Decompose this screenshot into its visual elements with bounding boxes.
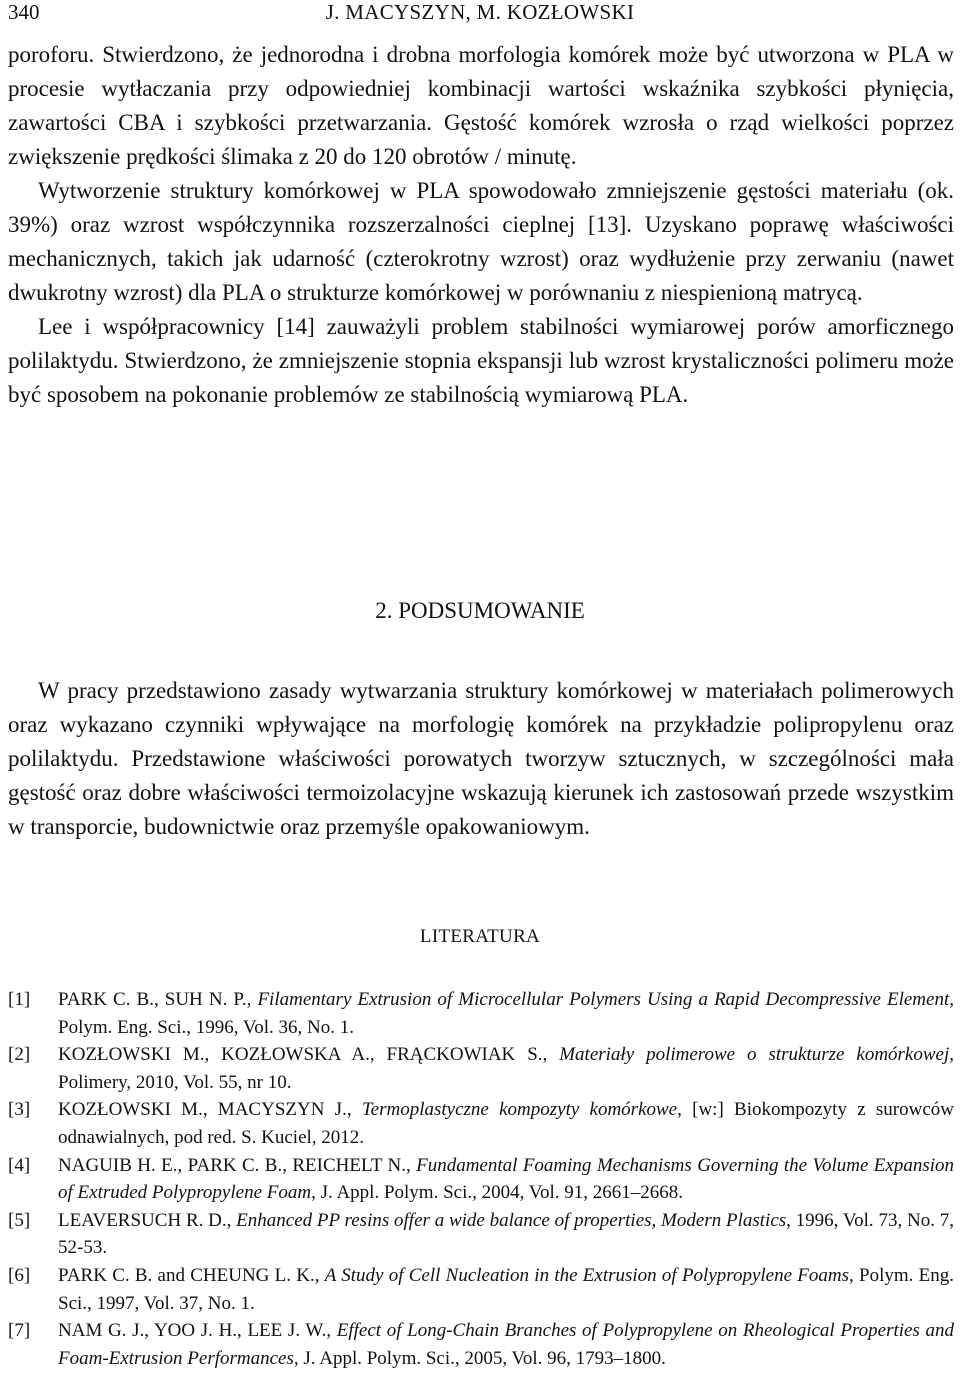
reference-authors: NAM G. J., YOO J. H., LEE J. W., (58, 1320, 337, 1342)
reference-number: [7] (8, 1320, 31, 1342)
running-header (8, 0, 952, 28)
reference-number: [2] (8, 1044, 31, 1066)
running-head-authors: J. MACYSZYN, M. KOZŁOWSKI (325, 0, 635, 24)
summary-text (8, 674, 954, 844)
reference-title: Termoplastyczne kompozyty komórkowe (361, 1099, 678, 1121)
reference-item (8, 1317, 954, 1372)
reference-item (8, 1096, 954, 1151)
reference-number: [5] (8, 1209, 31, 1231)
page-number: 340 (8, 0, 40, 24)
reference-details: , Polym. Eng. Sci., 1996, Vol. 36, No. 1. (58, 989, 954, 1038)
reference-authors: KOZŁOWSKI M., KOZŁOWSKA A., FRĄCKOWIAK S., (58, 1044, 560, 1066)
reference-title: Materiały polimerowe o strukturze komórkowej (559, 1044, 950, 1066)
reference-details: , Polimery, 2010, Vol. 55, nr 10. (58, 1044, 955, 1093)
section-heading: 2. PODSUMOWANIE (375, 598, 585, 623)
reference-authors: NAGUIB H. E., PARK C. B., REICHELT N., (58, 1154, 417, 1176)
reference-authors: PARK C. B., SUH N. P., (58, 989, 258, 1010)
reference-details: , [w:] Biokompozyty z surowców odnawialnych, pod red. S. Kuciel, 2012. (58, 1099, 954, 1148)
reference-title: Effect of Long-Chain Branches of Polypropylene on Rheological Properties and Foam-Extrusion Performances (58, 1320, 954, 1369)
reference-details: , 1996, Vol. 73, No. 7, 52-53. (58, 1209, 954, 1259)
reference-authors: PARK C. B. and CHEUNG L. K., (58, 1264, 325, 1286)
reference-details: , J. Appl. Polym. Sci., 2005, Vol. 96, 1793–1800. (293, 1347, 666, 1369)
reference-number: [1] (8, 989, 31, 1010)
paragraph: W pracy przedstawiono zasady wytwarzania struktury komórkowej w materiałach polimerowych oraz wykazano czynniki wpływające na morfologię komórek na przykładzie polipropylenu oraz polilaktydu. Przedstawione właściwości porowatych tworzyw sztucznych, w szczególności mała gęstość oraz dobre właściwości termoizolacyjne wskazują kierunek ich zastosowań przede wszystkim w transporcie, budownictwie oraz przemyśle opakowaniowym. (8, 678, 954, 839)
reference-item (8, 1152, 954, 1207)
reference-title: A Study of Cell Nucleation in the Extrusion of Polypropylene Foams (324, 1264, 850, 1286)
reference-number: [6] (8, 1264, 31, 1286)
body-text-top (8, 38, 954, 412)
reference-details: , J. Appl. Polym. Sci., 2004, Vol. 91, 2661–2668. (311, 1182, 684, 1204)
reference-item (8, 1041, 954, 1096)
reference-item (8, 1207, 954, 1262)
paragraph: Lee i współpracownicy [14] zauważyli problem stabilności wymiarowej porów amorficznego polilaktydu. Stwierdzono, że zmniejszenie stopnia ekspansji lub wzrost krystaliczności polimeru może być sposobem na pokonanie problemów ze stabilnością wymiarową PLA. (8, 314, 954, 407)
reference-number: [3] (8, 1099, 31, 1121)
reference-list (8, 986, 954, 1372)
reference-title: Filamentary Extrusion of Microcellular Polymers Using a Rapid Decompressive Element (257, 989, 950, 1010)
paragraph: Wytworzenie struktury komórkowej w PLA spowodowało zmniejszenie gęstości materiału (ok. 39%) oraz wzrost współczynnika rozszerzalności cieplnej [13]. Uzyskano poprawę właściwości mechanicznych, takich jak udarność (czterokrotny wzrost) oraz wydłużenie przy zerwaniu (nawet dwukrotny wzrost) dla PLA o strukturze komórkowej w porównaniu z niespienioną matrycą. (8, 178, 954, 305)
reference-item (8, 986, 954, 1041)
literature-heading: LITERATURA (419, 926, 541, 947)
reference-authors: LEAVERSUCH R. D., (58, 1209, 237, 1231)
reference-authors: KOZŁOWSKI M., MACYSZYN J., (58, 1099, 362, 1121)
reference-number: [4] (8, 1154, 31, 1176)
paragraph: poroforu. Stwierdzono, że jednorodna i drobna morfologia komórek może być utworzona w PLA w procesie wytłaczania przy odpowiedniej kombinacji wartości wskaźnika szybkości płynięcia, zawartości CBA i szybkości przetwarzania. Gęstość komórek wzrosła o rząd wielkości poprzez zwiększenie prędkości ślimaka z 20 do 120 obrotów / minutę. (8, 42, 954, 169)
reference-details: , Polym. Eng. Sci., 1997, Vol. 37, No. 1. (58, 1264, 954, 1314)
reference-item (8, 1262, 954, 1317)
reference-title: Fundamental Foaming Mechanisms Governing the Volume Expansion of Extruded Polypropylene Foam (58, 1154, 954, 1204)
reference-title: Enhanced PP resins offer a wide balance of properties, Modern Plastics (236, 1209, 787, 1231)
